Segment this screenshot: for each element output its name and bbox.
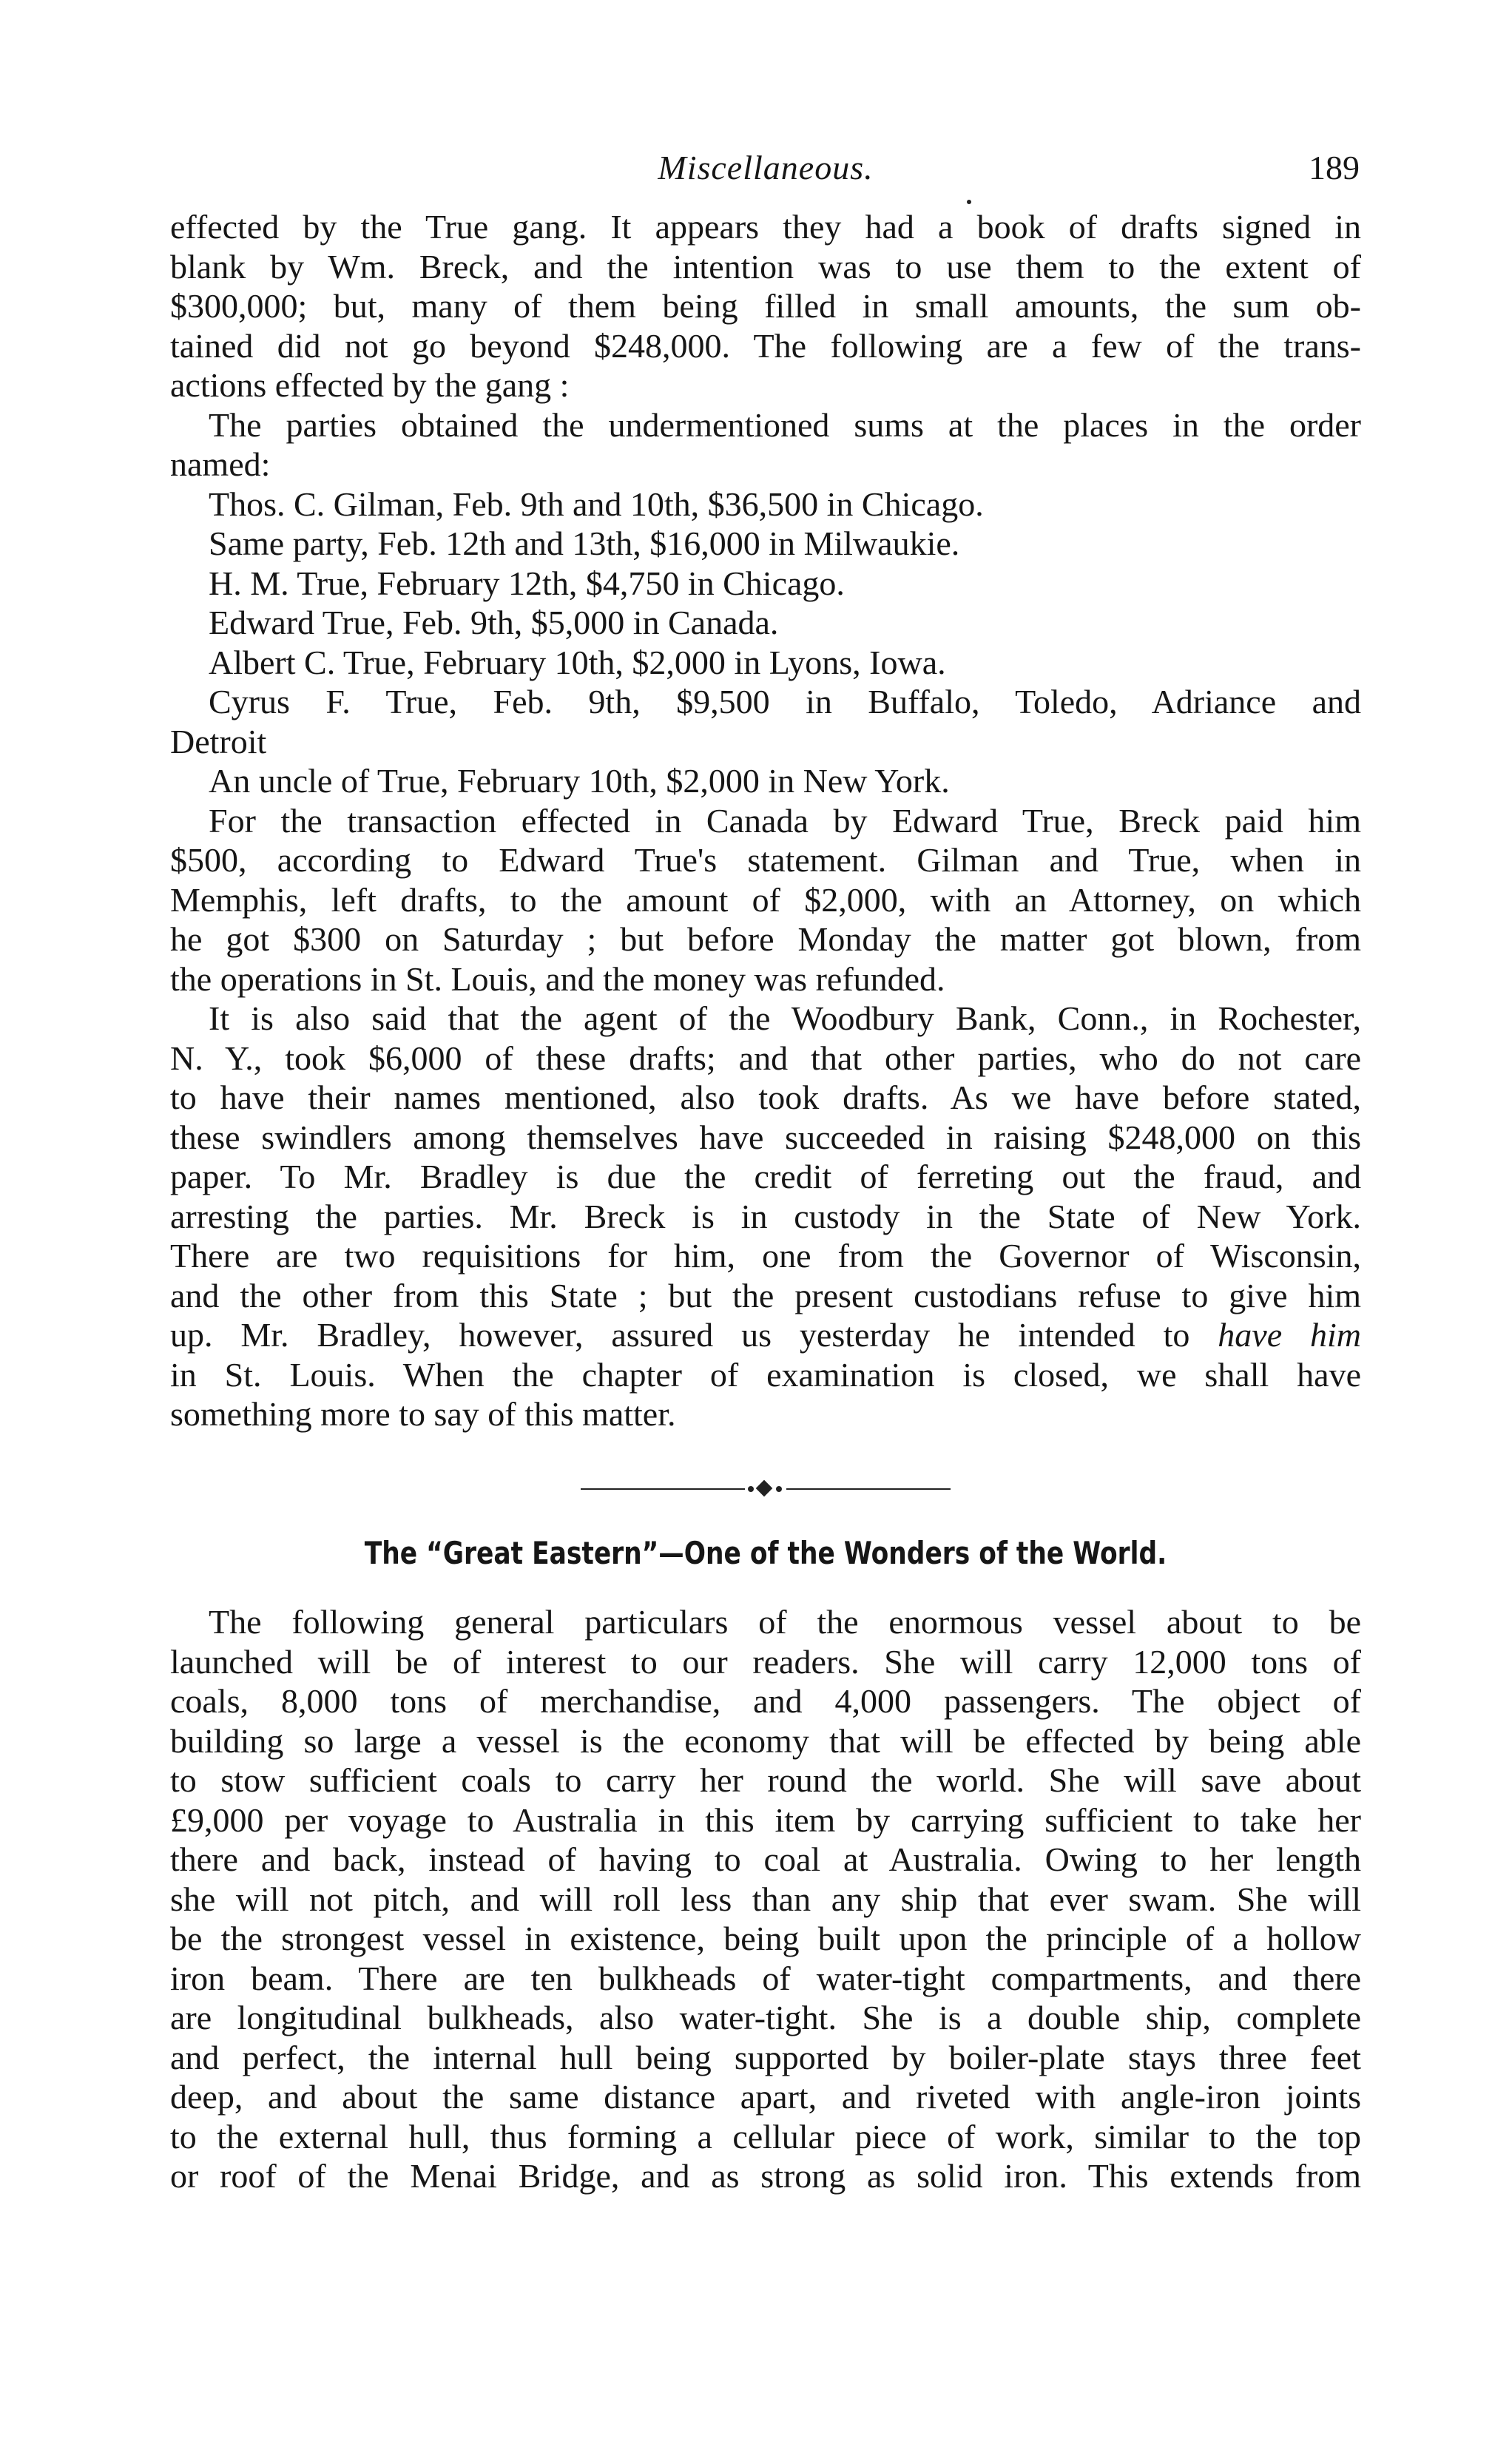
- running-head: [170, 148, 1361, 207]
- divider-rule: [786, 1488, 951, 1490]
- transactions-list: [170, 485, 1361, 801]
- text-line: blank by Wm. Breck, and the intention was to use them to the extent of: [170, 247, 1361, 286]
- list-item: An uncle of True, February 10th, $2,000 in New York.: [209, 762, 950, 800]
- text-line: coals, 8,000 tons of merchandise, and 4,000 passengers. The object of: [170, 1682, 1361, 1720]
- text-line: arresting the parties. Mr. Breck is in custody in the State of New York.: [170, 1197, 1361, 1235]
- text-line: £9,000 per voyage to Australia in this item by carrying sufficient to take her: [170, 1800, 1361, 1839]
- text-line: he got $300 on Saturday ; but before Monday the matter got blown, from: [170, 920, 1361, 958]
- section-divider-ornament: [581, 1474, 951, 1504]
- text-line: For the transaction effected in Canada by Edward True, Breck paid him: [209, 801, 1361, 840]
- article-true-gang: [170, 207, 1361, 2196]
- text-line: $500, according to Edward True's statement. Gilman and True, when in: [170, 841, 1361, 879]
- text-line: There are two requisitions for him, one from the Governor of Wisconsin,: [170, 1237, 1361, 1275]
- text-line: the operations in St. Louis, and the money was refunded.: [170, 959, 945, 998]
- text-line: Memphis, left drafts, to the amount of $2,000, with an Attorney, on which: [170, 880, 1361, 919]
- text-line: [170, 1315, 1361, 1355]
- text-line: there and back, instead of having to coal at Australia. Owing to her length: [170, 1840, 1361, 1878]
- page-number: 189: [1309, 149, 1360, 186]
- text-line: she will not pitch, and will roll less than any ship that ever swam. She will: [170, 1880, 1361, 1918]
- list-item: Cyrus F. True, Feb. 9th, $9,500 in Buffalo, Toledo, Adriance and: [209, 683, 1361, 720]
- list-item: Edward True, Feb. 9th, $5,000 in Canada.: [209, 604, 779, 641]
- book-page: [170, 148, 1361, 2196]
- text-line: iron beam. There are ten bulkheads of water-tight compartments, and there: [170, 1959, 1361, 1997]
- text-line: and perfect, the internal hull being supported by boiler-plate stays three feet: [170, 2038, 1361, 2076]
- text-line: actions effected by the gang :: [170, 366, 570, 404]
- text-line: named:: [170, 445, 271, 483]
- text-line: The following general particulars of the enormous vessel about to be: [209, 1603, 1361, 1641]
- list-item: Thos. C. Gilman, Feb. 9th and 10th, $36,500 in Chicago.: [209, 485, 984, 523]
- paragraph-great-eastern: [170, 1602, 1361, 2196]
- text-run: up. Mr. Bradley, however, assured us yesterday he intended to: [170, 1316, 1218, 1354]
- text-line: be the strongest vessel in existence, being built upon the principle of a hollow: [170, 1920, 1361, 1957]
- divider-dot: [776, 1486, 782, 1492]
- text-line: to the external hull, thus forming a cellular piece of work, similar to the top: [170, 2117, 1361, 2156]
- text-line: are longitudinal bulkheads, also water-tight. She is a double ship, complete: [170, 1999, 1361, 2036]
- divider-diamond-icon: [756, 1479, 773, 1496]
- text-line: launched will be of interest to our readers. She will carry 12,000 tons of: [170, 1642, 1361, 1681]
- running-title: Miscellaneous.: [658, 149, 874, 186]
- list-item: Same party, Feb. 12th and 13th, $16,000 in Milwaukie.: [209, 524, 960, 562]
- text-line: these swindlers among themselves have succeeded in raising $248,000 on this: [170, 1118, 1361, 1156]
- divider-rule: [581, 1488, 745, 1490]
- text-line: paper. To Mr. Bradley is due the credit of ferreting out the fraud, and: [170, 1158, 1361, 1195]
- text-line: deep, and about the same distance apart, and riveted with angle-iron joints: [170, 2078, 1361, 2116]
- text-line: to have their names mentioned, also took drafts. As we have before stated,: [170, 1078, 1361, 1116]
- text-line: The parties obtained the undermentioned sums at the places in the order: [209, 405, 1361, 444]
- text-line: in St. Louis. When the chapter of examination is closed, we shall have: [170, 1355, 1361, 1394]
- text-line: Detroit: [170, 722, 267, 760]
- divider-dot: [748, 1486, 754, 1492]
- list-item: H. M. True, February 12th, $4,750 in Chicago.: [209, 564, 845, 602]
- text-line: and the other from this State ; but the present custodians refuse to give him: [170, 1276, 1361, 1314]
- text-line: It is also said that the agent of the Woodbury Bank, Conn., in Rochester,: [209, 999, 1361, 1037]
- text-line: or roof of the Menai Bridge, and as strong as solid iron. This extends from: [170, 2157, 1361, 2195]
- italic-phrase: have him: [1218, 1316, 1361, 1354]
- text-line: building so large a vessel is the economy that will be effected by being able: [170, 1721, 1361, 1760]
- print-speck: [967, 200, 971, 204]
- text-line: N. Y., took $6,000 of these drafts; and that other parties, who do not care: [170, 1039, 1361, 1077]
- text-line: effected by the True gang. It appears they had a book of drafts signed in: [170, 208, 1361, 246]
- text-line: to stow sufficient coals to carry her round the world. She will save about: [170, 1761, 1361, 1799]
- paragraph-drafts: [170, 207, 1361, 405]
- paragraph-woodbury-bank: [170, 999, 1361, 1434]
- section-heading: The “Great Eastern”—One of the Wonders of the World.: [364, 1534, 1167, 1571]
- paragraph-canada-transaction: [170, 801, 1361, 999]
- text-line: tained did not go beyond $248,000. The following are a few of the trans-: [170, 326, 1361, 365]
- text-line: something more to say of this matter.: [170, 1395, 676, 1433]
- text-line: $300,000; but, many of them being filled in small amounts, the sum ob-: [170, 287, 1361, 325]
- paragraph-parties: [170, 405, 1361, 485]
- list-item: Albert C. True, February 10th, $2,000 in Lyons, Iowa.: [209, 643, 946, 681]
